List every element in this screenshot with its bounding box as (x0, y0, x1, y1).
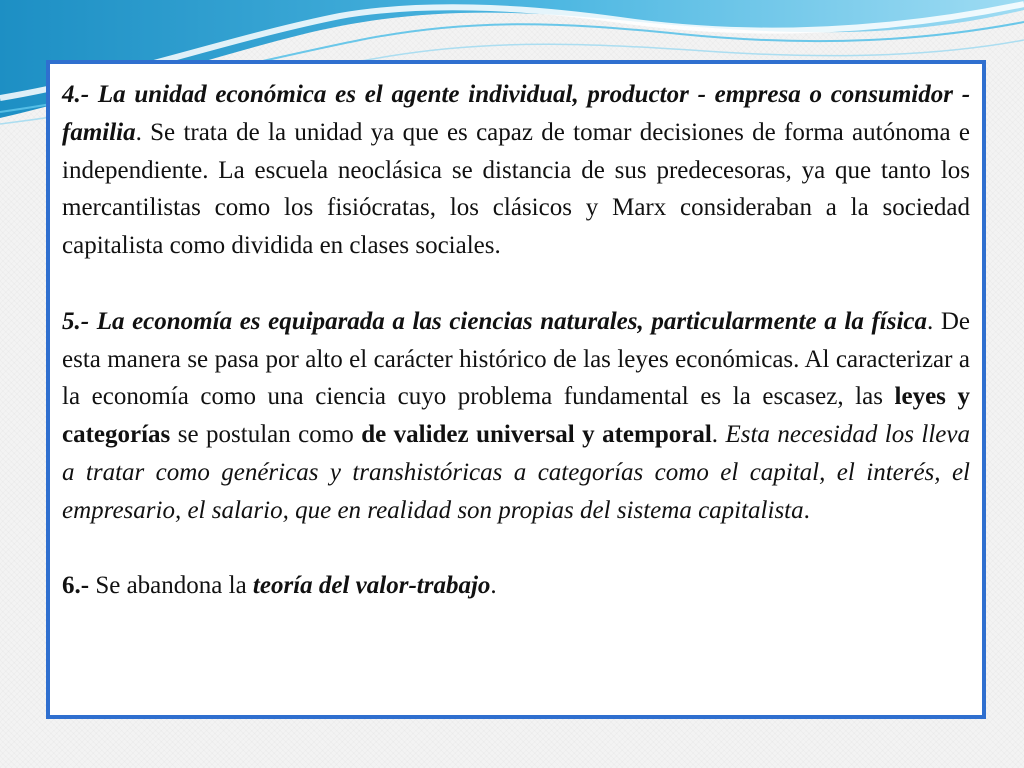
paragraph-5-emphasis: La economía es equiparada a las ciencias naturales, particularmente a la física (96, 307, 927, 335)
paragraph-5-italic-1: Esta necesidad los lleva a tratar como genéricas y transhistóricas a categorías como el capital, el interés, el empresario, el salario, que en realidad son propias del sistema capitalista (62, 421, 970, 524)
paragraph-5-bold-1: leyes y categorías (62, 383, 970, 449)
paragraph-5-text-1: . De esta manera se pasa por alto el carácter histórico de las leyes económicas. Al caracterizar a la economía como una ciencia cuyo problema fundamental es la escasez, las (62, 307, 970, 411)
content-frame (46, 60, 986, 719)
paragraph-6 (62, 567, 970, 605)
paragraph-4-number: 4.- (62, 81, 90, 108)
paragraph-4-emphasis: La unidad económica es el agente individual, productor - empresa o consumidor - familia (62, 81, 971, 146)
paragraph-6-number: 6.- (62, 572, 90, 600)
paragraph-5 (62, 303, 970, 530)
paragraph-5-bold-2: de validez universal y atemporal (361, 421, 712, 449)
paragraph-4 (62, 76, 970, 265)
paragraph-6-text-1: Se abandona la (89, 572, 253, 600)
paragraph-5-text-3: . (711, 421, 726, 449)
paragraph-5-text-4: . (803, 496, 810, 524)
paragraph-4-text: . Se trata de la unidad ya que es capaz de tomar decisiones de forma autónoma e independiente. La escuela neoclásica se distancia de sus predecesoras, ya que tanto los mercantilistas como los fisiócratas, los clásicos y Marx consideraban a la sociedad capitalista como dividida en clases sociales. (62, 118, 970, 260)
paragraph-6-text-2: . (490, 572, 497, 600)
paragraph-5-number: 5.- (62, 307, 90, 335)
paragraph-6-emphasis: teoría del valor-trabajo (252, 572, 491, 600)
paragraph-5-text-2: se postulan como (170, 421, 362, 449)
